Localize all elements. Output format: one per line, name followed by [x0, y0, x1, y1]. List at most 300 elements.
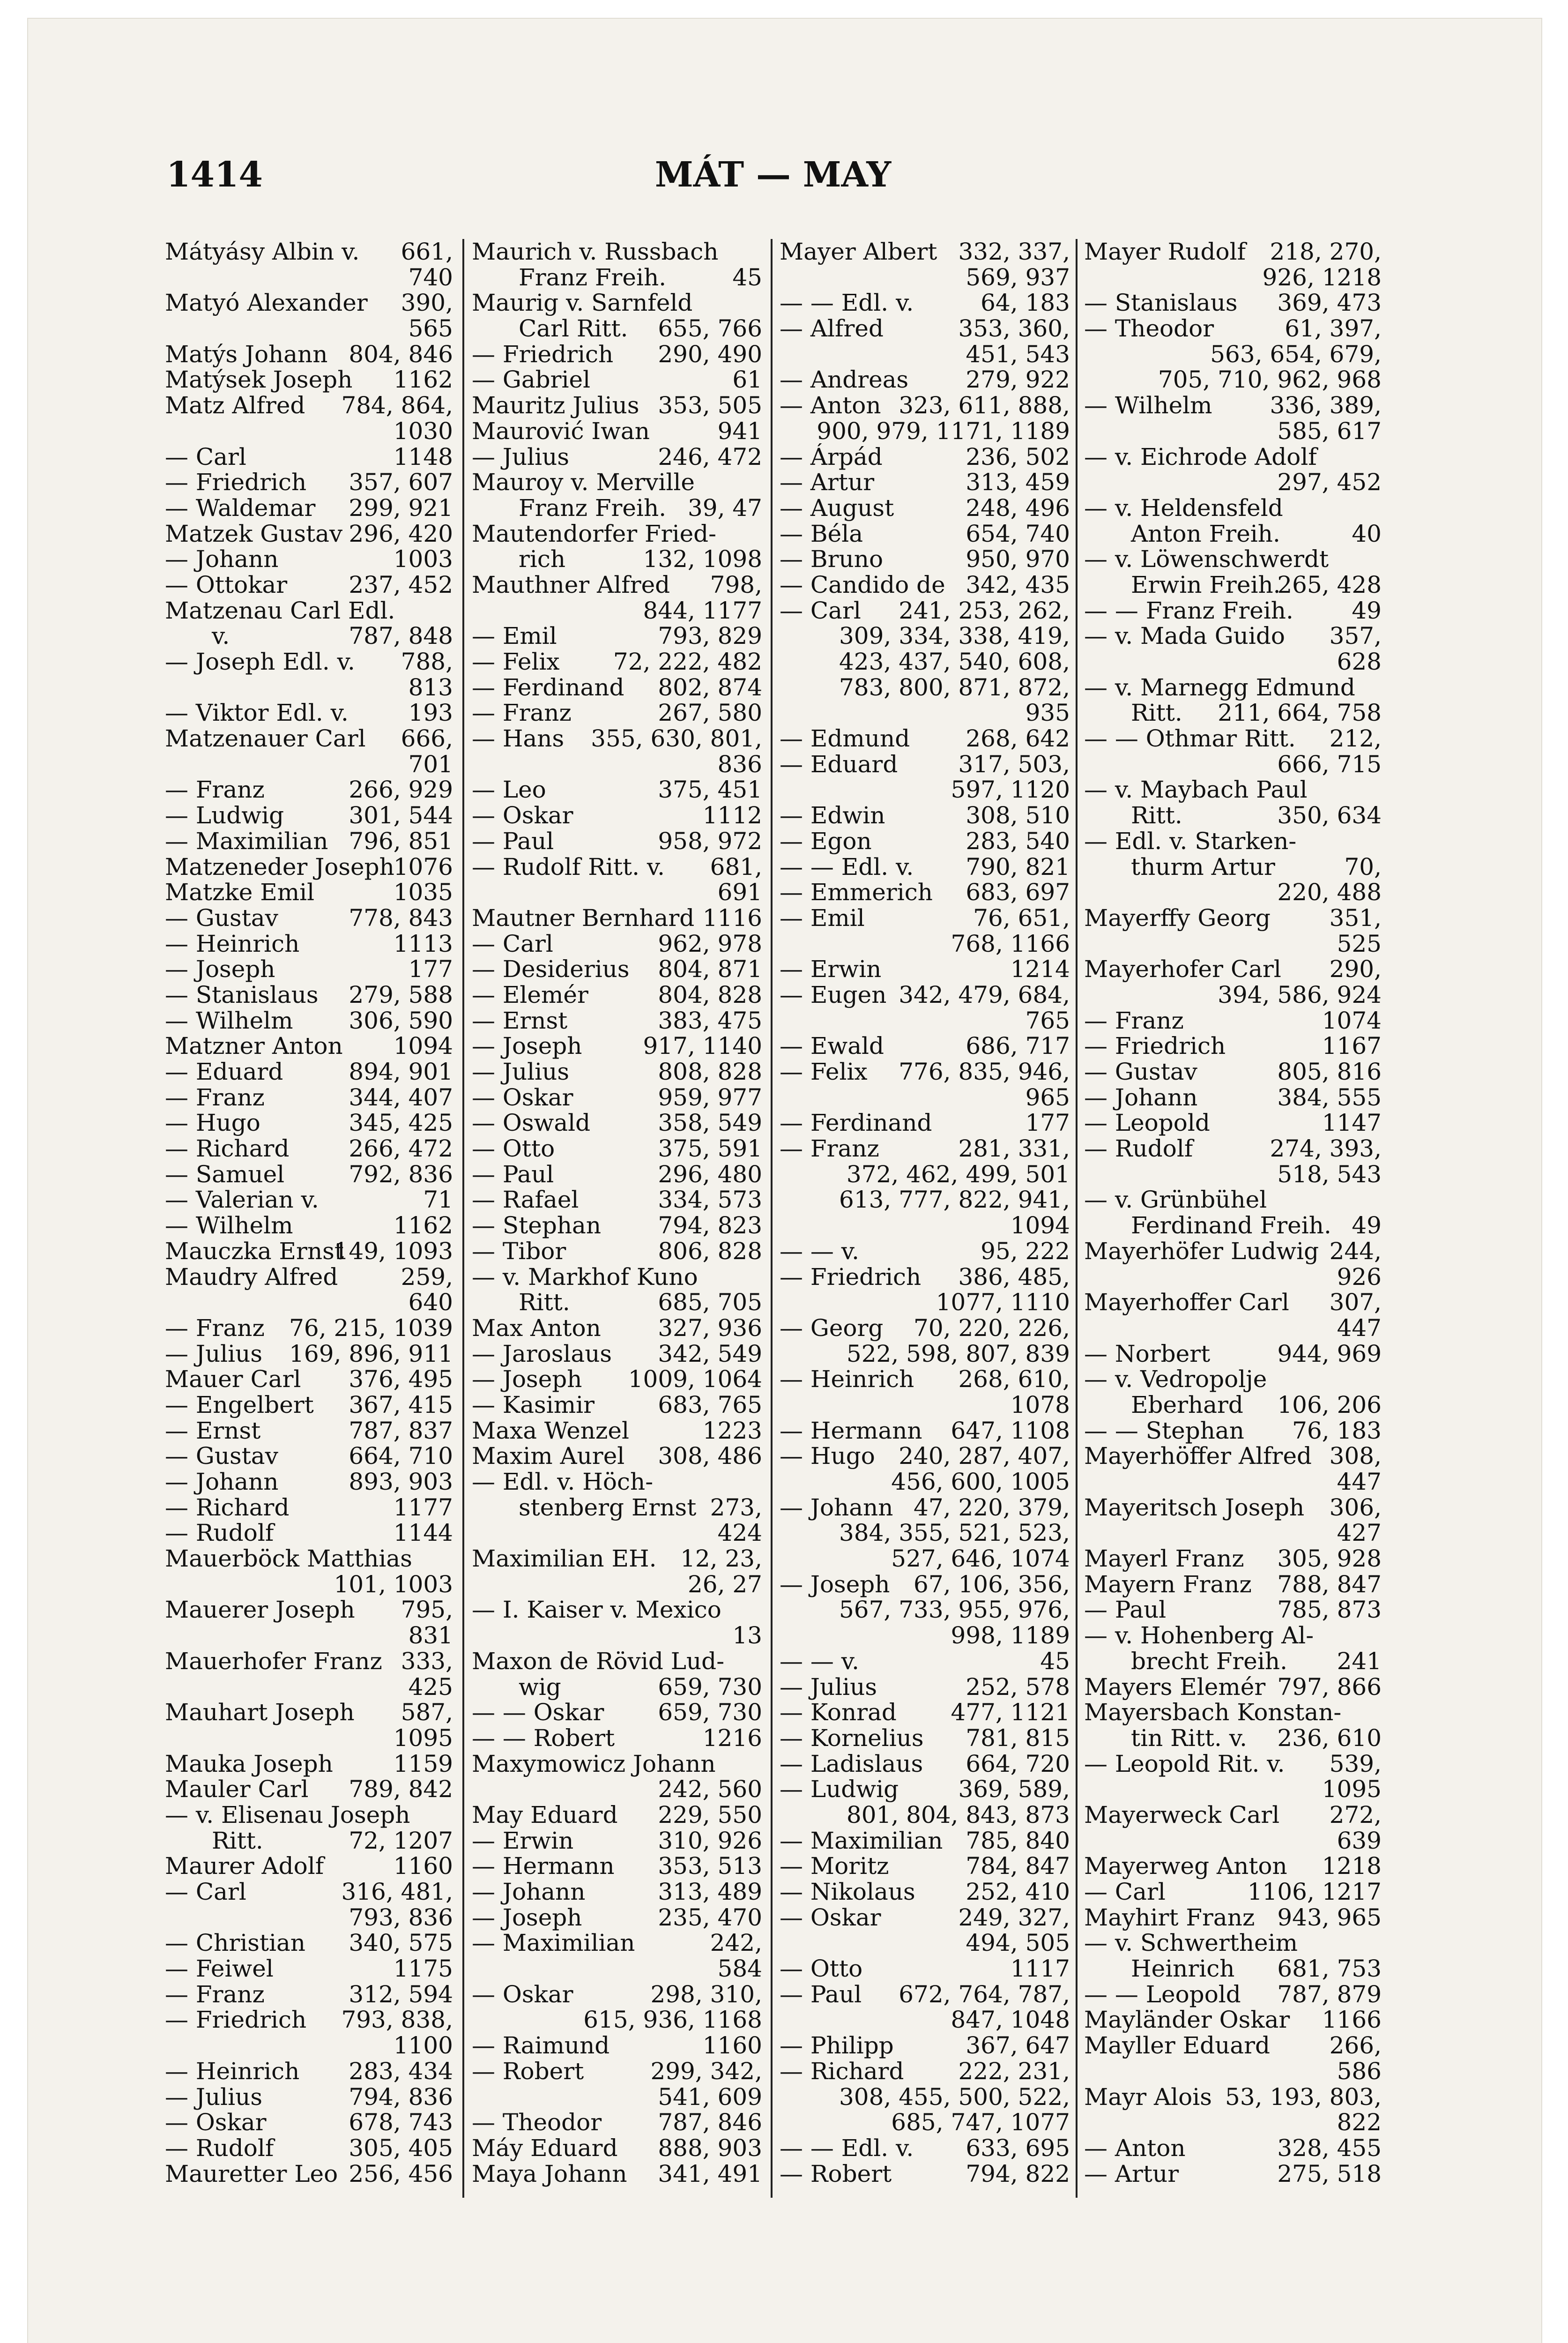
entry-pages: 290, 490: [658, 340, 762, 368]
index-entry: [472, 1392, 762, 1418]
entry-name: Matzeneder Joseph: [165, 853, 394, 880]
index-entry: [472, 1264, 762, 1290]
entry-pages: 212,: [1329, 725, 1382, 753]
entry-name: Mauretter Leo: [165, 2160, 338, 2187]
index-entry: [1084, 1136, 1382, 1162]
entry-pages: 67, 106, 356,: [914, 1570, 1070, 1598]
entry-name: Mautendorfer Fried-: [472, 520, 717, 547]
entry-name: Maxymowicz Johann: [472, 1750, 716, 1777]
entry-name: — Samuel: [165, 1160, 285, 1188]
index-entry: [165, 2110, 453, 2135]
entry-pages: 705, 710, 962, 968: [1158, 366, 1382, 394]
entry-pages: 222, 231,: [958, 2057, 1070, 2085]
index-entry: [165, 1213, 453, 1239]
index-entry: [472, 2059, 762, 2084]
entry-pages: 659, 730: [658, 1673, 762, 1701]
index-entry: [165, 290, 453, 316]
entry-pages: 61, 397,: [1285, 315, 1382, 343]
index-entry: [1084, 956, 1382, 982]
entry-pages: 943, 965: [1277, 1903, 1382, 1931]
entry-name: — — Edl. v.: [780, 289, 914, 317]
entry-pages: 342, 549: [658, 1340, 762, 1367]
index-entry: [472, 1315, 762, 1341]
index-entry: [780, 726, 1070, 752]
entry-name: Mátyásy Albin v.: [165, 238, 360, 265]
entry-name: — Friedrich: [472, 340, 614, 368]
entry-name: — Oskar: [780, 1903, 881, 1931]
index-entry: [780, 1623, 1070, 1649]
index-entry: [1084, 2084, 1382, 2110]
index-entry: [165, 342, 453, 367]
entry-pages: 241: [1337, 1647, 1382, 1675]
index-entry: [472, 649, 762, 675]
entry-pages: 53, 193, 803,: [1225, 2083, 1382, 2111]
entry-pages: 678, 743: [349, 2109, 453, 2136]
index-entry: [472, 1879, 762, 1905]
index-entry: [780, 418, 1070, 444]
index-entry: [472, 1110, 762, 1136]
index-entry: [780, 1290, 1070, 1315]
entry-name: — v. Markhof Kuno: [472, 1263, 698, 1291]
index-entry: [780, 752, 1070, 777]
entry-pages: 1177: [393, 1493, 453, 1521]
entry-name: — Paul: [1084, 1596, 1167, 1624]
entry-name: — Waldemar: [165, 494, 316, 522]
index-entry: [165, 1930, 453, 1956]
entry-pages: 279, 922: [966, 366, 1070, 394]
index-entry: [780, 598, 1070, 624]
entry-name: Matz Alfred: [165, 392, 305, 419]
entry-pages: 494, 505: [966, 1929, 1070, 1957]
index-entry: [472, 1623, 762, 1649]
index-entry: [165, 546, 453, 572]
index-entry: [472, 1059, 762, 1085]
entry-name: — v. Heldensfeld: [1084, 494, 1283, 522]
entry-pages: 345, 425: [349, 1109, 453, 1137]
entry-pages: 70,: [1344, 853, 1382, 880]
entry-name: — Johann: [1084, 1083, 1198, 1111]
index-entry: [165, 316, 453, 342]
entry-pages: 1167: [1322, 1032, 1382, 1060]
entry-name: — Tibor: [472, 1237, 566, 1265]
index-entry: [472, 1751, 762, 1777]
entry-name: Mayers Elemér: [1084, 1673, 1266, 1701]
index-entry: [472, 1930, 762, 1956]
index-entry: [165, 931, 453, 957]
entry-name: — — Oskar: [472, 1699, 604, 1726]
entry-name: Mauritz Julius: [472, 392, 639, 419]
index-entry: [165, 1290, 453, 1315]
entry-name: — Engelbert: [165, 1391, 314, 1418]
index-entry: [780, 1059, 1070, 1085]
entry-pages: 1030: [393, 417, 453, 445]
entry-name: — — v.: [780, 1647, 859, 1675]
index-entry: [780, 470, 1070, 495]
index-entry: [1084, 2161, 1382, 2187]
entry-name: — v. Elisenau Joseph: [165, 1801, 410, 1828]
index-entry: [780, 2059, 1070, 2084]
entry-name: — Edmund: [780, 725, 910, 753]
entry-pages: 965: [1025, 1083, 1070, 1111]
entry-name: Maximilian EH.: [472, 1545, 657, 1573]
entry-pages: 353, 505: [658, 392, 762, 419]
index-entry: [472, 1982, 762, 2007]
entry-pages: 1074: [1322, 1007, 1382, 1034]
entry-pages: 565: [408, 315, 453, 343]
entry-pages: 797, 866: [1277, 1673, 1382, 1701]
entry-pages: 336, 389,: [1270, 392, 1382, 419]
index-entry: [472, 1495, 762, 1521]
index-entry: [472, 1905, 762, 1931]
index-entry: [780, 675, 1070, 701]
entry-pages: 49: [1352, 1212, 1382, 1239]
entry-name: — Ludwig: [165, 802, 284, 829]
entry-name: — Philipp: [780, 2032, 894, 2059]
entry-name: — Gabriel: [472, 366, 591, 394]
entry-name: — Leo: [472, 776, 546, 804]
index-entry: [472, 2110, 762, 2135]
entry-pages: 283, 434: [349, 2057, 453, 2085]
index-entry: [1084, 777, 1382, 803]
entry-pages: 804, 846: [349, 340, 453, 368]
entry-pages: 76, 651,: [973, 904, 1070, 932]
index-entry: [165, 1341, 453, 1367]
entry-name: — — Franz Freih.: [1084, 597, 1293, 624]
entry-name: — Wilhelm: [165, 1212, 293, 1239]
entry-pages: 249, 327,: [958, 1903, 1070, 1931]
entry-pages: 793, 838,: [341, 2006, 453, 2034]
index-entry: [472, 828, 762, 854]
entry-pages: 944, 969: [1277, 1340, 1382, 1367]
index-entry: [780, 1700, 1070, 1725]
index-entry: [165, 675, 453, 701]
index-entry: [165, 1085, 453, 1111]
entry-name: — — Leopold: [1084, 1980, 1241, 2008]
entry-name: — Friedrich: [165, 2006, 307, 2034]
index-entry: [472, 316, 762, 342]
entry-pages: 1160: [393, 1852, 453, 1880]
index-entry: [780, 931, 1070, 957]
entry-pages: 273,: [710, 1493, 762, 1521]
index-entry: [1084, 1495, 1382, 1521]
index-entry: [1084, 1315, 1382, 1341]
entry-pages: 447: [1337, 1468, 1382, 1495]
index-entry: [165, 1059, 453, 1085]
index-entry: [472, 1239, 762, 1264]
index-entry: [780, 546, 1070, 572]
entry-name: — Carl: [165, 443, 246, 470]
entry-pages: 357,: [1329, 622, 1382, 650]
index-column-1: [165, 239, 453, 2198]
entry-name: — Maximilian: [165, 827, 328, 855]
index-entry: [472, 931, 762, 957]
entry-pages: 941: [717, 417, 762, 445]
index-entry: [1084, 1572, 1382, 1597]
index-entry: [165, 598, 453, 624]
entry-pages: 305, 928: [1277, 1545, 1382, 1573]
entry-name: Mauerhofer Franz: [165, 1647, 382, 1675]
entry-pages: 340, 575: [349, 1929, 453, 1957]
entry-pages: 795,: [401, 1596, 453, 1624]
index-entry: [1084, 316, 1382, 342]
entry-pages: 306, 590: [349, 1007, 453, 1034]
entry-name: — Hugo: [780, 1442, 875, 1470]
entry-pages: 613, 777, 822, 941,: [839, 1186, 1070, 1214]
entry-name: — Julius: [165, 2083, 262, 2111]
index-entry: [472, 675, 762, 701]
entry-name: — Artur: [780, 469, 875, 496]
index-entry: [1084, 1059, 1382, 1085]
entry-pages: 76, 183: [1292, 1417, 1382, 1444]
entry-name: — v. Maybach Paul: [1084, 776, 1308, 804]
entry-pages: 691: [717, 879, 762, 906]
entry-pages: 1162: [393, 366, 453, 394]
entry-pages: 787, 879: [1277, 1980, 1382, 2008]
entry-pages: 1003: [393, 545, 453, 573]
entry-name: — Hermann: [780, 1417, 922, 1444]
entry-name: — Ladislaus: [780, 1750, 923, 1777]
entry-name: — Oswald: [472, 1109, 591, 1137]
entry-pages: 664, 720: [966, 1750, 1070, 1777]
index-entry: [1084, 598, 1382, 624]
column-divider: [462, 239, 464, 2198]
index-column-4: [1084, 239, 1382, 2198]
entry-pages: 301, 544: [349, 802, 453, 829]
index-entry: [1084, 1213, 1382, 1239]
entry-name: Mauroy v. Merville: [472, 469, 695, 496]
entry-pages: 308, 510: [966, 802, 1070, 829]
entry-pages: 353, 360,: [958, 315, 1070, 343]
entry-pages: 95, 222: [981, 1237, 1070, 1265]
entry-name: — Oskar: [472, 1980, 573, 2008]
index-entry: [780, 905, 1070, 931]
entry-pages: 241, 253, 262,: [899, 597, 1070, 624]
entry-pages: 266, 929: [349, 776, 453, 804]
index-entry: [780, 2007, 1070, 2033]
entry-pages: 12, 23,: [680, 1545, 762, 1573]
index-entry: [472, 495, 762, 521]
entry-name: — — Othmar Ritt.: [1084, 725, 1296, 753]
entry-name: — Egon: [780, 827, 872, 855]
entry-pages: 681,: [710, 853, 762, 880]
entry-pages: 169, 896, 911: [289, 1340, 453, 1367]
entry-name: — Carl: [472, 930, 553, 957]
entry-name: — Ludwig: [780, 1776, 899, 1803]
entry-name: — Christian: [165, 1929, 305, 1957]
entry-name: Eberhard: [1131, 1391, 1243, 1418]
index-entry: [780, 1572, 1070, 1597]
entry-pages: 527, 646, 1074: [891, 1545, 1070, 1573]
entry-pages: 888, 903: [658, 2134, 762, 2162]
entry-name: — Robert: [780, 2160, 892, 2187]
index-entry: [472, 1033, 762, 1059]
entry-pages: 1095: [393, 1724, 453, 1752]
index-entry: [780, 1982, 1070, 2007]
entry-pages: 298, 310,: [650, 1980, 762, 2008]
entry-pages: 279, 588: [349, 981, 453, 1008]
entry-pages: 776, 835, 946,: [899, 1058, 1070, 1085]
index-entry: [165, 1572, 453, 1597]
entry-pages: 1216: [702, 1724, 762, 1752]
entry-pages: 177: [408, 955, 453, 983]
entry-name: — Ottokar: [165, 571, 288, 598]
entry-pages: 383, 475: [658, 1007, 762, 1034]
entry-name: — Johann: [165, 1468, 279, 1495]
index-entry: [165, 623, 453, 649]
index-entry: [780, 2161, 1070, 2187]
index-entry: [780, 1264, 1070, 1290]
index-entry: [165, 1879, 453, 1905]
entry-name: Mayerweg Anton: [1084, 1852, 1287, 1880]
entry-pages: 355, 630, 801,: [591, 725, 762, 753]
entry-pages: 268, 610,: [958, 1366, 1070, 1393]
index-entry: [165, 1725, 453, 1751]
entry-pages: 1117: [1010, 1955, 1070, 1983]
index-entry: [780, 1649, 1070, 1674]
entry-pages: 666,: [401, 725, 453, 753]
index-entry: [1084, 1187, 1382, 1213]
index-entry: [472, 854, 762, 880]
index-entry: [472, 905, 762, 931]
index-entry: [472, 239, 762, 265]
index-entry: [165, 1700, 453, 1725]
entry-name: — Joseph: [472, 1903, 582, 1931]
index-entry: [780, 393, 1070, 418]
index-entry: [165, 1264, 453, 1290]
entry-pages: 72, 222, 482: [613, 648, 762, 675]
index-entry: [165, 521, 453, 547]
entry-name: — Eugen: [780, 981, 887, 1008]
entry-pages: 386, 485,: [958, 1263, 1070, 1291]
entry-pages: 894, 901: [349, 1058, 453, 1085]
entry-name: — Franz: [165, 1980, 265, 2008]
index-entry: [472, 1828, 762, 1854]
entry-pages: 242, 560: [658, 1776, 762, 1803]
entry-pages: 1035: [393, 879, 453, 906]
index-entry: [165, 1853, 453, 1879]
index-entry: [472, 1853, 762, 1879]
index-entry: [165, 1982, 453, 2007]
entry-pages: 72, 1207: [349, 1827, 453, 1854]
entry-pages: 563, 654, 679,: [1210, 340, 1382, 368]
entry-pages: 962, 978: [658, 930, 762, 957]
index-entry: [165, 1674, 453, 1700]
index-entry: [472, 1187, 762, 1213]
entry-name: — Candido de: [780, 571, 945, 598]
index-entry: [165, 1649, 453, 1674]
index-entry: [780, 803, 1070, 828]
entry-pages: 783, 800, 871, 872,: [839, 673, 1070, 701]
entry-name: Mayerhofer Carl: [1084, 955, 1281, 983]
index-entry: [165, 700, 453, 726]
entry-name: — Johann: [780, 1493, 893, 1521]
entry-pages: 312, 594: [349, 1980, 453, 2008]
index-entry: [1084, 726, 1382, 752]
index-entry: [165, 1187, 453, 1213]
index-entry: [780, 1443, 1070, 1469]
entry-pages: 76, 215, 1039: [289, 1314, 453, 1342]
entry-name: — Felix: [472, 648, 560, 675]
index-entry: [165, 1828, 453, 1854]
entry-pages: 240, 287, 407,: [899, 1442, 1070, 1470]
index-entry: [165, 1520, 453, 1546]
index-entry: [1084, 675, 1382, 701]
index-entry: [1084, 1443, 1382, 1469]
index-entry: [1084, 367, 1382, 393]
entry-pages: 384, 555: [1277, 1083, 1382, 1111]
entry-pages: 299, 342,: [650, 2057, 762, 2085]
index-entry: [1084, 1085, 1382, 1111]
entry-name: — Bruno: [780, 545, 884, 573]
entry-name: — Otto: [472, 1135, 555, 1163]
entry-pages: 584: [717, 1955, 762, 1983]
entry-name: Matzenauer Carl: [165, 725, 366, 753]
entry-name: — v. Schwertheim: [1084, 1929, 1298, 1957]
entry-name: Matzek Gustav: [165, 520, 343, 547]
index-entry: [780, 982, 1070, 1008]
entry-pages: 308,: [1329, 1442, 1382, 1470]
index-entry: [165, 239, 453, 265]
index-entry: [165, 367, 453, 393]
index-entry: [165, 1546, 453, 1572]
entry-name: — Alfred: [780, 315, 884, 343]
entry-pages: 1159: [393, 1750, 453, 1777]
index-entry: [472, 1469, 762, 1495]
entry-name: — Maximilian: [472, 1929, 635, 1957]
index-entry: [165, 1623, 453, 1649]
entry-name: — v. Mada Guido: [1084, 622, 1285, 650]
entry-pages: 1094: [393, 1032, 453, 1060]
entry-name: — Hugo: [165, 1109, 260, 1137]
entry-pages: 701: [408, 750, 453, 778]
entry-name: Maya Johann: [472, 2160, 627, 2187]
index-entry: [472, 752, 762, 777]
entry-name: — Franz: [1084, 1007, 1184, 1034]
entry-name: — I. Kaiser v. Mexico: [472, 1596, 721, 1624]
entry-pages: 451, 543: [966, 340, 1070, 368]
index-entry: [1084, 2007, 1382, 2033]
entry-name: — Richard: [165, 1493, 290, 1521]
entry-name: Mayerhoffer Carl: [1084, 1289, 1289, 1316]
entry-name: — Johann: [472, 1878, 586, 1905]
entry-pages: 313, 489: [658, 1878, 762, 1905]
entry-pages: 369, 589,: [958, 1776, 1070, 1803]
index-entry: [780, 444, 1070, 470]
entry-name: — v. Grünbühel: [1084, 1186, 1267, 1214]
entry-name: stenberg Ernst: [519, 1493, 697, 1521]
index-entry: [780, 290, 1070, 316]
index-entry: [1084, 1623, 1382, 1649]
index-entry: [780, 1418, 1070, 1444]
entry-pages: 299, 921: [349, 494, 453, 522]
page-header: [166, 155, 1380, 201]
entry-name: — v. Eichrode Adolf: [1084, 443, 1317, 470]
index-entry: [1084, 649, 1382, 675]
entry-name: — Johann: [165, 545, 279, 573]
entry-pages: 47, 220, 379,: [914, 1493, 1070, 1521]
entry-name: — Carl: [165, 1878, 246, 1905]
entry-pages: 683, 765: [658, 1391, 762, 1418]
entry-name: — Kasimir: [472, 1391, 595, 1418]
index-entry: [1084, 1674, 1382, 1700]
entry-name: — Carl: [1084, 1878, 1166, 1905]
entry-pages: 369, 473: [1277, 289, 1382, 317]
entry-pages: 567, 733, 955, 976,: [839, 1596, 1070, 1624]
index-entry: [1084, 393, 1382, 418]
entry-pages: 229, 550: [658, 1801, 762, 1828]
entry-pages: 666, 715: [1277, 750, 1382, 778]
entry-pages: 788, 847: [1277, 1570, 1382, 1598]
